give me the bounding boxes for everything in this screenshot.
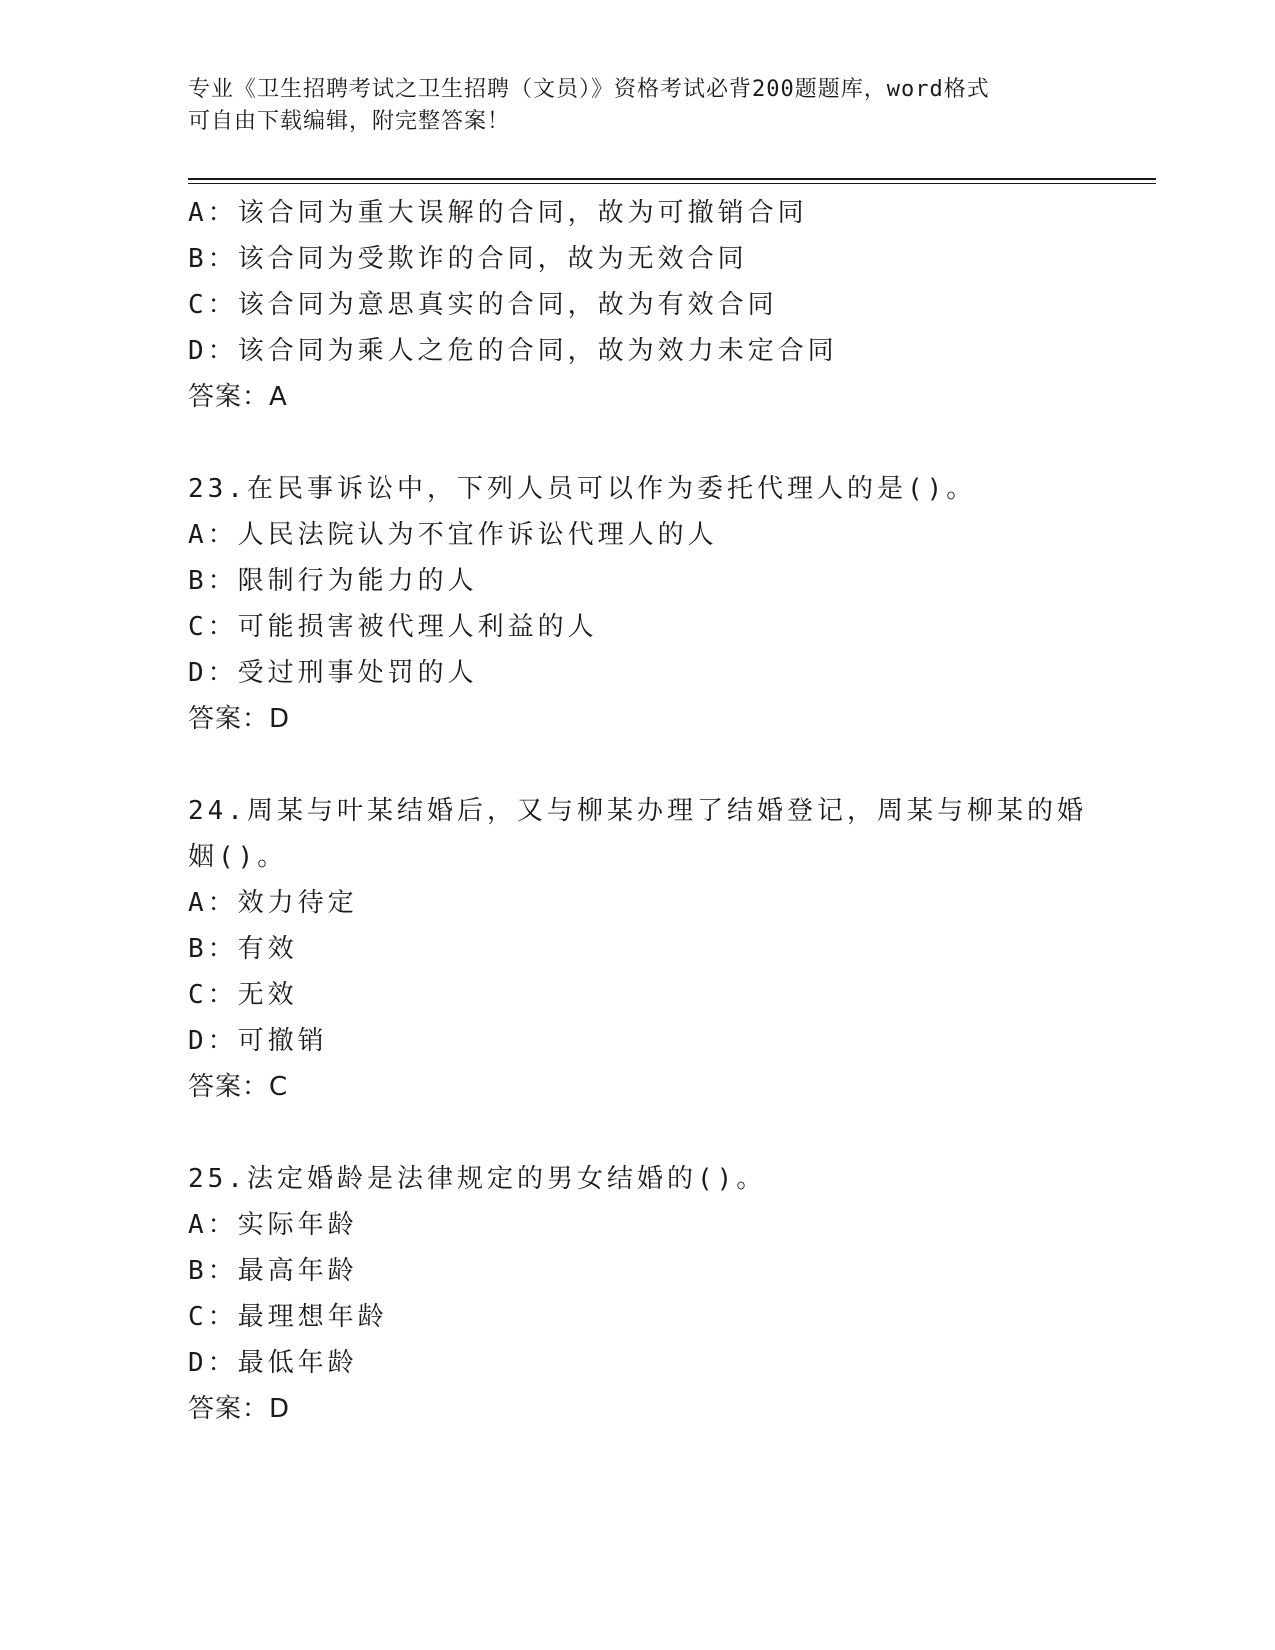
option-b: B：最高年龄 bbox=[188, 1256, 358, 1286]
header-line-1: 专业《卫生招聘考试之卫生招聘（文员）》资格考试必背200题题库，word格式 bbox=[188, 77, 990, 102]
option-b: B：有效 bbox=[188, 934, 298, 964]
option-c: C：无效 bbox=[188, 980, 298, 1010]
spacer bbox=[188, 742, 1148, 788]
option-b: B：该合同为受欺诈的合同，故为无效合同 bbox=[188, 244, 748, 274]
option-a: A：实际年龄 bbox=[188, 1210, 358, 1240]
answer-line: 答案：A bbox=[188, 382, 288, 412]
question-text: 23.在民事诉讼中，下列人员可以作为委托代理人的是()。 bbox=[188, 474, 977, 504]
question-25 bbox=[188, 1156, 1148, 1432]
option-c: C：最理想年龄 bbox=[188, 1302, 388, 1332]
question-24 bbox=[188, 788, 1148, 1110]
question-list bbox=[188, 190, 1148, 1432]
option-d: D：可撤销 bbox=[188, 1026, 328, 1056]
option-d: D：该合同为乘人之危的合同，故为效力未定合同 bbox=[188, 336, 838, 366]
option-d: D：受过刑事处罚的人 bbox=[188, 658, 478, 688]
question-23 bbox=[188, 466, 1148, 742]
option-b: B：限制行为能力的人 bbox=[188, 566, 478, 596]
question-text: 24.周某与叶某结婚后，又与柳某办理了结婚登记，周某与柳某的婚姻()。 bbox=[188, 796, 1087, 872]
option-a: A：效力待定 bbox=[188, 888, 358, 918]
answer-line: 答案：C bbox=[188, 1072, 289, 1102]
document-header bbox=[188, 74, 1088, 138]
header-divider-thick bbox=[188, 178, 1156, 180]
question-22-continued bbox=[188, 190, 1148, 420]
option-c: C：可能损害被代理人利益的人 bbox=[188, 612, 598, 642]
answer-line: 答案：D bbox=[188, 1394, 291, 1424]
option-a: A：该合同为重大误解的合同，故为可撤销合同 bbox=[188, 198, 808, 228]
question-text: 25.法定婚龄是法律规定的男女结婚的()。 bbox=[188, 1164, 767, 1194]
option-d: D：最低年龄 bbox=[188, 1348, 358, 1378]
option-a: A：人民法院认为不宜作诉讼代理人的人 bbox=[188, 520, 718, 550]
option-c: C：该合同为意思真实的合同，故为有效合同 bbox=[188, 290, 778, 320]
header-divider-thin bbox=[188, 183, 1156, 184]
answer-line: 答案：D bbox=[188, 704, 291, 734]
header-line-2: 可自由下载编辑，附完整答案！ bbox=[188, 109, 511, 134]
spacer bbox=[188, 420, 1148, 466]
spacer bbox=[188, 1110, 1148, 1156]
